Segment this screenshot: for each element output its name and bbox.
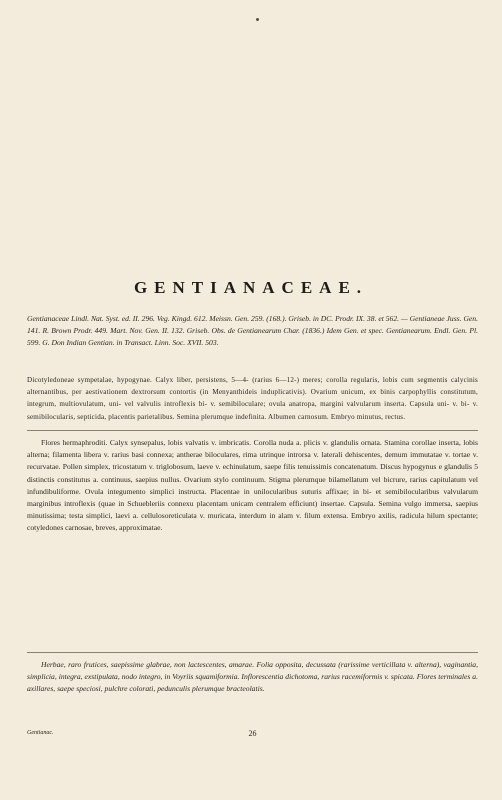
references-paragraph <box>27 313 478 350</box>
divider-rule <box>27 652 478 653</box>
page-number: 26 <box>248 729 257 738</box>
page-title: GENTIANACEAE. <box>133 278 369 297</box>
references-text: Gentianaceae Lindl. Nat. Syst. ed. II. 296. Veg. Kingd. 612. Meissn. Gen. 259. (168.). Griseb. in DC. Prodr. IX. 38. et 562. — Gentianeae Juss. Gen. 141. R. Brown Prodr. 449. Mart. Nov. Gen. II. 132. Griseb. Obs. de Gentianearum Char. (1836.) Idem Gen. et spec. Gentianearum. Endl. Gen. Pl. 599. G. Don Indian Gentian. in Transact. Linn. Soc. XVII. 503. <box>27 314 478 348</box>
divider-rule <box>27 430 478 431</box>
characters-paragraph <box>27 437 478 535</box>
diagnosis-paragraph <box>27 374 478 423</box>
ink-dot <box>256 18 259 21</box>
diagnosis-text: Dicotyledoneae sympetalae, hypogynae. Calyx liber, persistens, 5—4- (rarius 6—12-) meres; corolla regularis, lobis cum segmentis calycinis alternantibus, per aestivationem dextrorsum contortis (in Menyanthideis induplicativis). Ovarium unicum, ex binis carpophyllis constitutum, integrum, multiovulatum, uni- vel valvulis introflexis bi- v. semibiloculare; ovula anatropa, margini valvularum inserta. Capsula uni- v. bi- v. semibilocularis, septicida, placentis parietalibus. Semina plerumque indefinita. Albumen carnosum. Embryo minutus, rectus. <box>27 376 478 421</box>
signature-mark: Gentianac. <box>27 730 54 736</box>
page-footer <box>27 730 478 742</box>
characters-text: Flores hermaphroditi. Calyx synsepalus, lobis valvatis v. imbricatis. Corolla nuda a. plicis v. glandulis ornata. Stamina corollae inserta, lobis alterna; filamenta libera v. rarius basi connexa; antherae biloculares, rima utrinque introrsa v. laterali dehiscentes, demum immutatae v. tortae v. recurvatae. Pollen simplex, tricostatum v. triglobosum, laeve v. echinulatum, saepe filis tenuissimis concatenatum. Discus hypogynus e glandulis 5 distinctis constitutus a. continuus, saepius nullus. Ovarium stylo continuum. Stigma plerumque bilamellatum vel bicrure, rarius capitulatum vel infundibuliforme. Ovula integumento simplici instructa. Placentae in unilocularibus suturis affixae; in bi- et semibilocularibus valvularum marginibus introflexis (quae in Schuebleriis connexu placentam unicam centralem efficiunt) insertae. Capsula. Semina vulgo immersa, saepius minutissima; testa simplici, laevi a. cellulosoreticulata v. muricata, interdum in alam v. filum extensa. Embryo axilis, radicula hilum spectante; cotyledones carnosae, breves, approximatae. <box>27 438 478 533</box>
habit-paragraph <box>27 659 478 696</box>
habit-text: Herbae, raro frutices, saepissime glabrae, non lactescentes, amarae. Folia opposita, decussata (rarissime verticillata v. alterna), vaginantia, simplicia, integra, exstipulata, nodo integro, in Voyriis squamiformia. Inflorescentia dichotoma, rarius racemiformis v. spicata. Flores terminales a. axillares, saepe speciosi, pulchre colorati, pedunculis plerumque bracteolatis. <box>27 660 478 694</box>
